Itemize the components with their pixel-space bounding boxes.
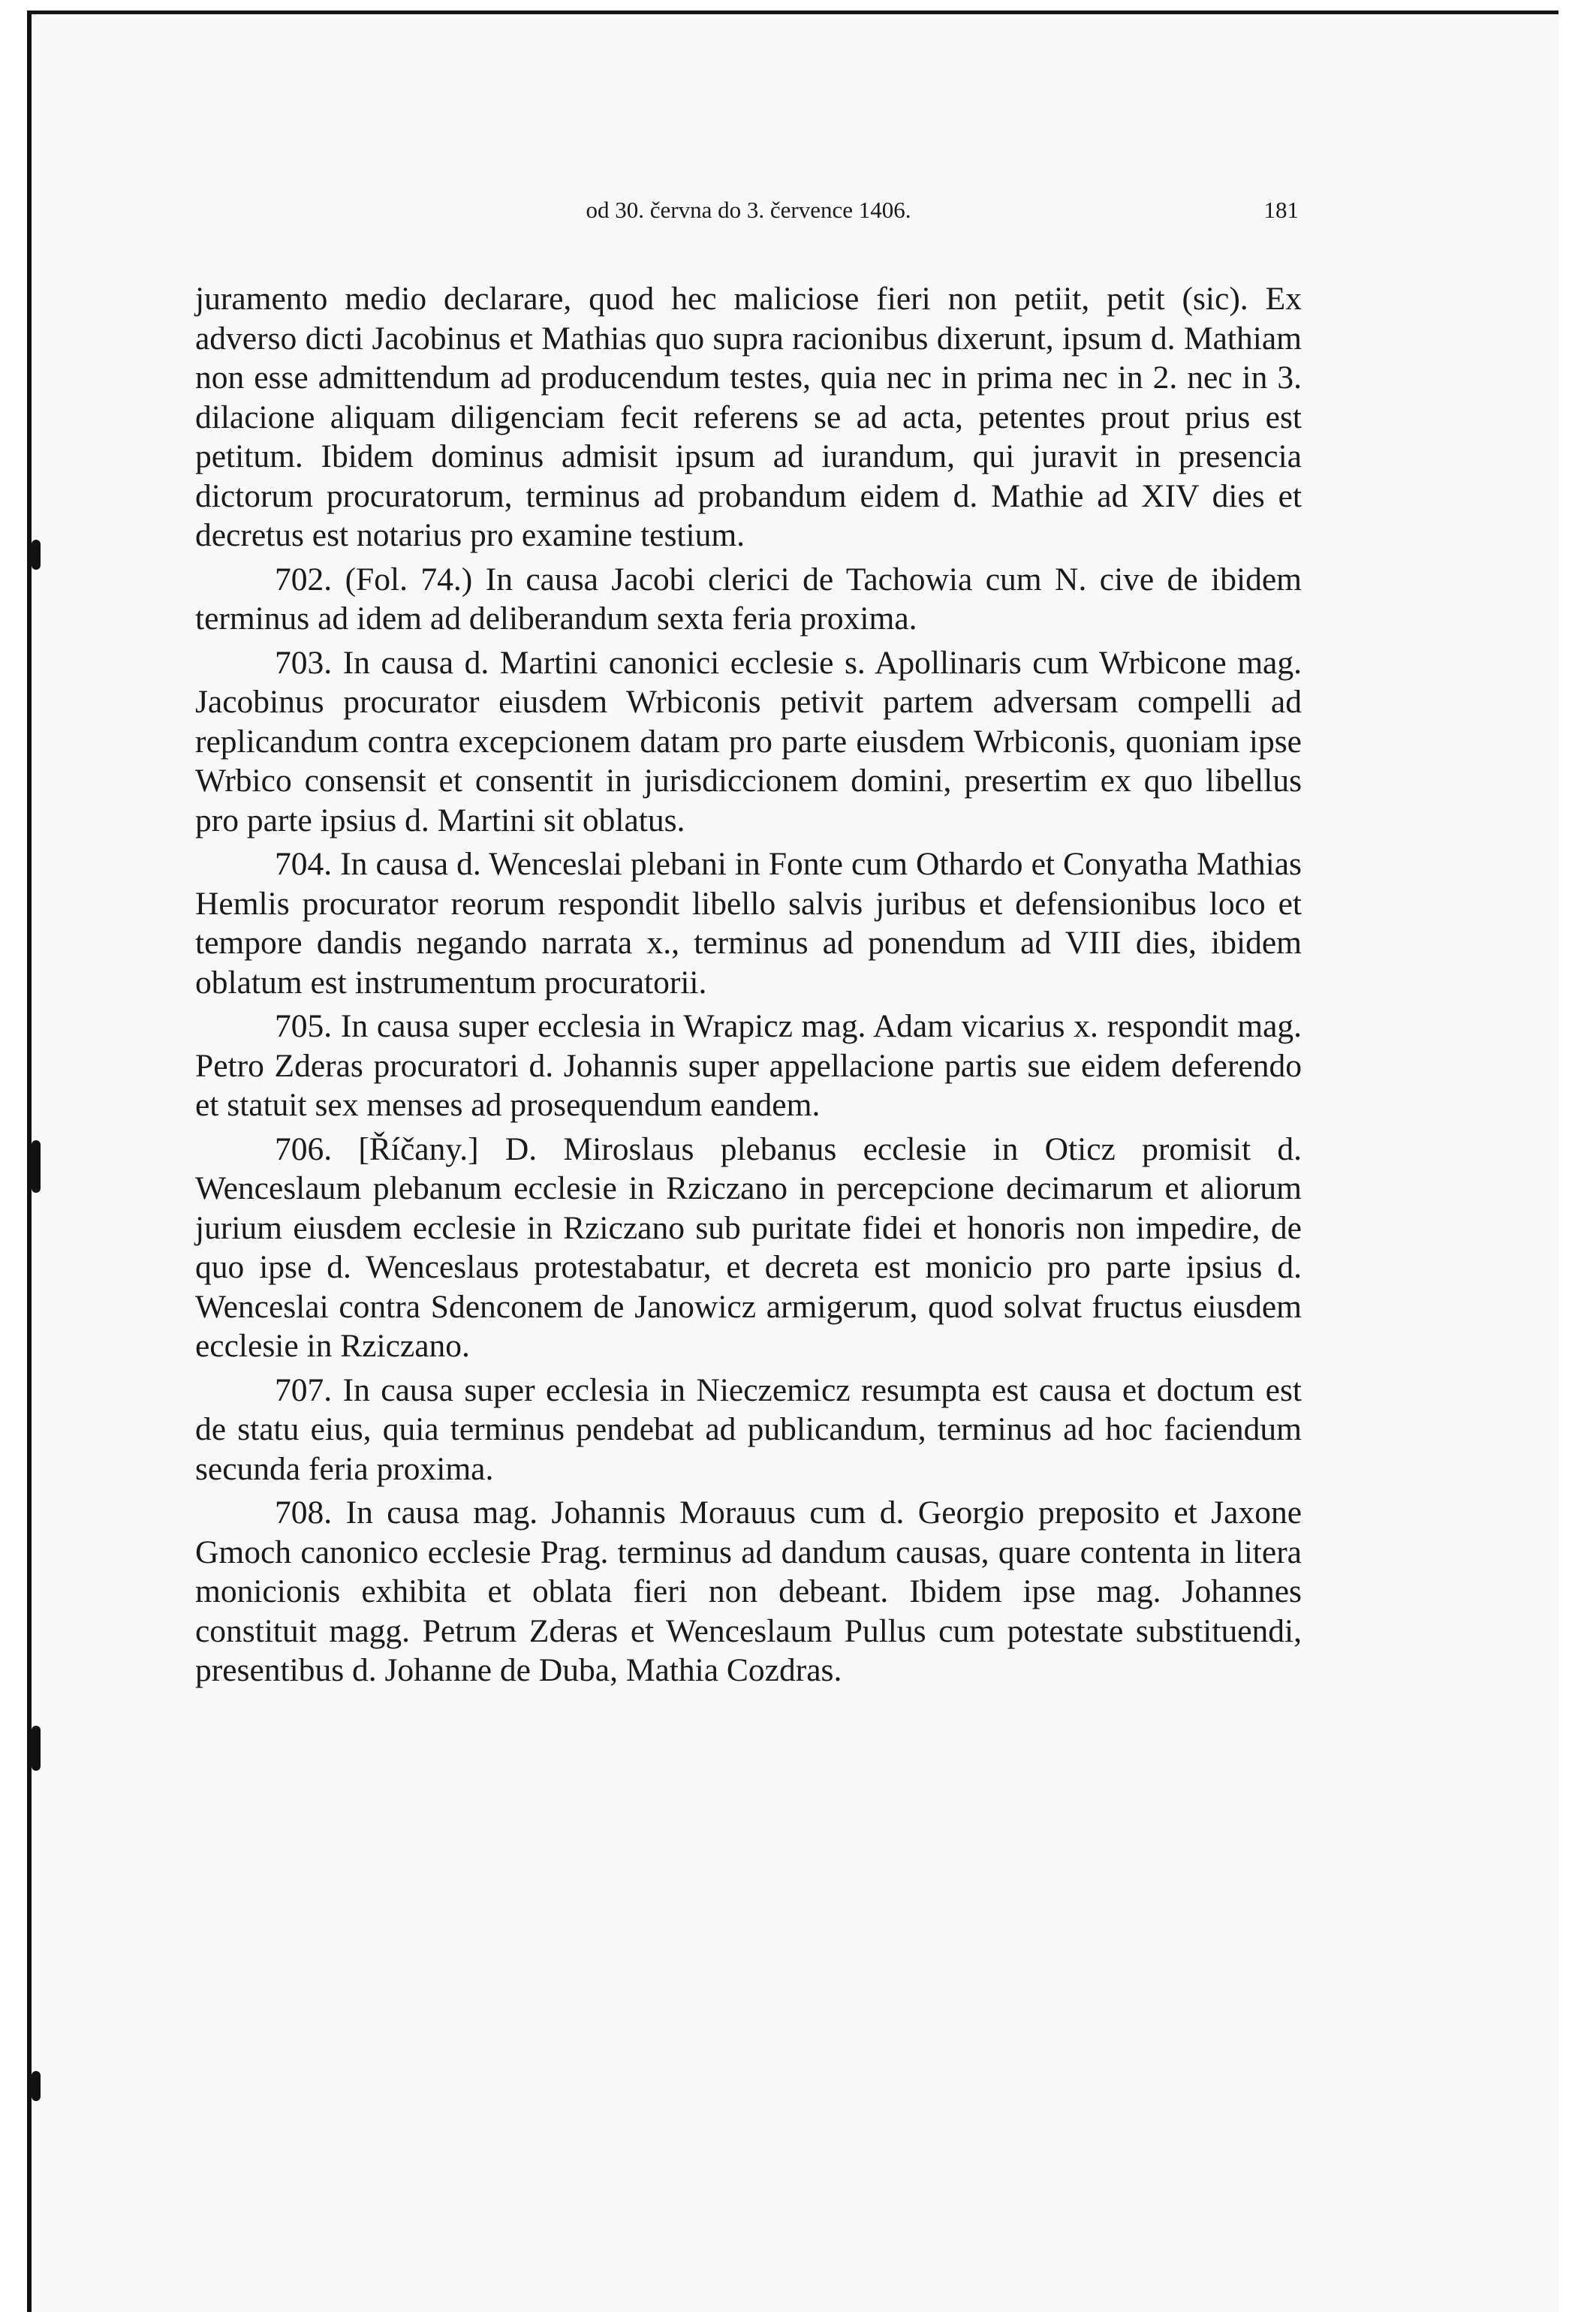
paragraph-continuation: juramento medio declarare, quod hec maliciose fieri non petiit, petit (sic). Ex adverso dicti Jacobinus et Mathias quo supra racionibus dixerunt, ipsum d. Mathiam non esse admittendum ad producendum testes, quia nec in prima nec in 2. nec in 3. dilacione aliquam diligenciam fecit referens se ad acta, petentes prout prius est petitum. Ibidem dominus admisit ipsum ad iurandum, qui juravit in presencia dictorum procuratorum, terminus ad probandum eidem d. Mathie ad XIV dies et decretus est notarius pro examine testium. [195,281,1302,553]
entry-703: 703. In causa d. Martini canonici ecclesie s. Apollinaris cum Wrbicone mag. Jacobinus procurator eiusdem Wrbiconis petivit partem adversam compelli ad replicandum contra excepcionem datam pro parte eiusdem Wrbiconis, quoniam ipse Wrbico consensit et consentit in jurisdiccionem domini, presertim ex quo libellus pro parte ipsius d. Martini sit oblatus. [195,644,1302,838]
scan-edge-mark [32,1140,41,1193]
entry-705: 705. In causa super ecclesia in Wrapicz mag. Adam vicarius x. respondit mag. Petro Zderas procuratori d. Johannis super appellacione partis sue eidem deferendo et statuit sex menses ad prosequendum eandem. [195,1008,1302,1123]
page-number: 181 [1263,197,1299,223]
scan-edge-mark [32,2071,41,2101]
scan-edge-mark [32,1726,41,1771]
entry-708: 708. In causa mag. Johannis Morauus cum d. Georgio preposito et Jaxone Gmoch canonico ecclesie Prag. terminus ad dandum causas, quare contenta in litera monicionis exhibita et oblata fieri non debeant. Ibidem ipse mag. Johannes constituit magg. Petrum Zderas et Wenceslaum Pullus cum potestate substituendi, presentibus d. Johanne de Duba, Mathia Cozdras. [195,1495,1302,1688]
entry-702: 702. (Fol. 74.) In causa Jacobi clerici de Tachowia cum N. cive de ibidem terminus ad idem ad deliberandum sexta feria proxima. [195,561,1302,637]
scan-edge-mark [32,540,41,570]
running-title: od 30. června do 3. července 1406. [586,197,911,223]
entry-707: 707. In causa super ecclesia in Nieczemicz resumpta est causa et doctum est de statu eius, quia terminus pendebat ad publicandum, terminus ad hoc faciendum secunda feria proxima. [195,1371,1302,1487]
entry-706: 706. [Říčany.] D. Miroslaus plebanus ecclesie in Oticz promisit d. Wenceslaum plebanum ecclesie in Rziczano in percepcione decimarum et aliorum jurium eiusdem ecclesie in Rziczano sub puritate fidei et honoris non impedire, de quo ipse d. Wenceslaus protestabatur, et decreta est monicio pro parte ipsius d. Wenceslai contra Sdenconem de Janowicz armigerum, quod solvat fructus eiusdem ecclesie in Rziczano. [195,1130,1302,1364]
entry-704: 704. In causa d. Wenceslai plebani in Fonte cum Othardo et Conyatha Mathias Hemlis procurator reorum respondit libello salvis juribus et defensionibus loco et tempore dandis negando narrata x., terminus ad ponendum ad VIII dies, ibidem oblatum est instrumentum procuratorii. [195,846,1302,1001]
page-header [198,197,1299,227]
body-text [195,279,1302,1695]
